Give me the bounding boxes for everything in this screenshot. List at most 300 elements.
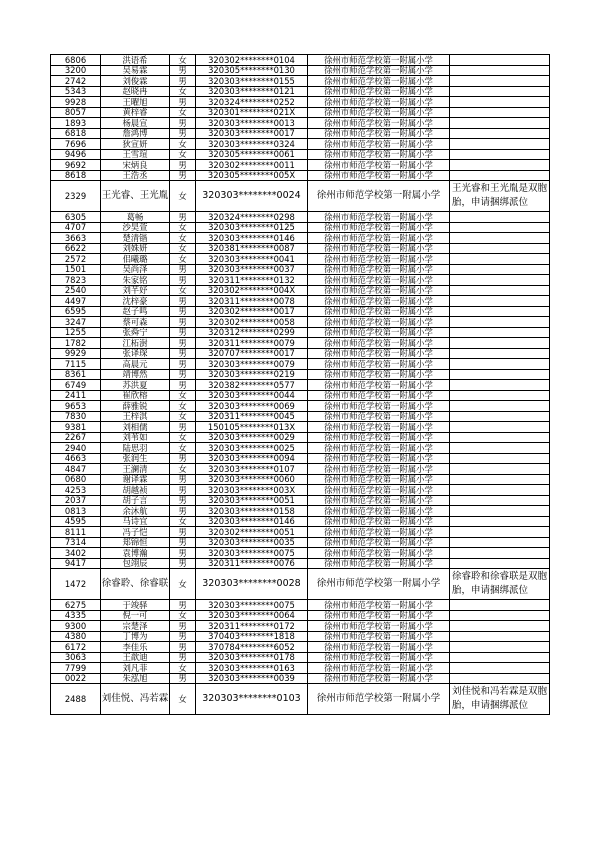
applicant-number-cell: 7823 [51, 275, 101, 286]
student-name-cell: 狄宣妍 [101, 139, 170, 150]
id-number-cell: 320382********0577 [196, 380, 308, 391]
school-name-cell: 徐州市师范学校第一附属小学 [308, 485, 450, 496]
remark-cell [450, 222, 550, 233]
table-row [51, 285, 550, 296]
student-name-cell: 朱家铭 [101, 275, 170, 286]
remark-cell [450, 128, 550, 139]
table-row [51, 338, 550, 349]
student-name-cell: 张润生 [101, 453, 170, 464]
gender-cell: 男 [170, 76, 196, 87]
school-name-cell: 徐州市师范学校第一附属小学 [308, 422, 450, 433]
student-name-cell: 刘姝妍 [101, 243, 170, 254]
gender-cell: 女 [170, 55, 196, 66]
school-name-cell: 徐州市师范学校第一附属小学 [308, 212, 450, 223]
remark-cell [450, 264, 550, 275]
remark-cell [450, 86, 550, 97]
remark-cell [450, 359, 550, 370]
student-name-cell: 王歆迪 [101, 652, 170, 663]
school-name-cell: 徐州市师范学校第一附属小学 [308, 275, 450, 286]
remark-cell [450, 495, 550, 506]
remark-cell [450, 170, 550, 181]
table-row [51, 642, 550, 653]
applicant-number-cell: 9381 [51, 422, 101, 433]
student-name-cell: 王雪瑄 [101, 149, 170, 160]
remark-cell [450, 139, 550, 150]
school-name-cell: 徐州市师范学校第一附属小学 [308, 285, 450, 296]
applicant-number-cell: 9692 [51, 160, 101, 171]
remark-cell [450, 527, 550, 538]
school-name-cell: 徐州市师范学校第一附属小学 [308, 369, 450, 380]
school-name-cell: 徐州市师范学校第一附属小学 [308, 443, 450, 454]
student-name-cell: 刘凡菲 [101, 663, 170, 674]
gender-cell: 女 [170, 443, 196, 454]
applicant-number-cell: 8111 [51, 527, 101, 538]
remark-cell [450, 663, 550, 674]
student-name-cell: 黄梓睿 [101, 107, 170, 118]
school-name-cell: 徐州市师范学校第一附属小学 [308, 684, 450, 715]
student-name-cell: 朱泓旭 [101, 673, 170, 684]
table-row [51, 537, 550, 548]
table-row [51, 506, 550, 517]
gender-cell: 女 [170, 139, 196, 150]
id-number-cell: 320303********0155 [196, 76, 308, 87]
table-row [51, 516, 550, 527]
id-number-cell: 370784********6052 [196, 642, 308, 653]
school-name-cell: 徐州市师范学校第一附属小学 [308, 537, 450, 548]
id-number-cell: 320303********0158 [196, 506, 308, 517]
remark-cell [450, 474, 550, 485]
applicant-number-cell: 9417 [51, 558, 101, 569]
gender-cell: 男 [170, 306, 196, 317]
gender-cell: 男 [170, 65, 196, 76]
school-name-cell: 徐州市师范学校第一附属小学 [308, 359, 450, 370]
table-row [51, 684, 550, 715]
gender-cell: 女 [170, 390, 196, 401]
gender-cell: 男 [170, 264, 196, 275]
student-name-cell: 王梓淇 [101, 411, 170, 422]
id-number-cell: 320303********0103 [196, 684, 308, 715]
applicant-number-cell: 4707 [51, 222, 101, 233]
table-row [51, 369, 550, 380]
table-row [51, 380, 550, 391]
remark-cell [450, 254, 550, 265]
student-name-cell: 佀曦璐 [101, 254, 170, 265]
student-name-cell: 余沐航 [101, 506, 170, 517]
gender-cell: 女 [170, 285, 196, 296]
table-row [51, 411, 550, 422]
gender-cell: 男 [170, 558, 196, 569]
student-name-cell: 蔡可森 [101, 317, 170, 328]
student-name-cell: 王曜旭 [101, 97, 170, 108]
applicant-number-cell: 6275 [51, 600, 101, 611]
id-number-cell: 320311********0132 [196, 275, 308, 286]
id-number-cell: 320302********0104 [196, 55, 308, 66]
gender-cell: 女 [170, 107, 196, 118]
student-name-cell: 刘佳悦、冯若霖 [101, 684, 170, 715]
id-number-cell: 320303********0013 [196, 118, 308, 129]
gender-cell: 男 [170, 128, 196, 139]
school-name-cell: 徐州市师范学校第一附属小学 [308, 516, 450, 527]
id-number-cell: 320303********0024 [196, 181, 308, 212]
remark-cell [450, 558, 550, 569]
table-row [51, 652, 550, 663]
applicant-number-cell: 3200 [51, 65, 101, 76]
id-number-cell: 320303********0017 [196, 128, 308, 139]
school-name-cell: 徐州市师范学校第一附属小学 [308, 254, 450, 265]
gender-cell: 女 [170, 86, 196, 97]
applicant-number-cell: 2572 [51, 254, 101, 265]
applicant-number-cell: 4663 [51, 453, 101, 464]
student-name-cell: 苏洪夏 [101, 380, 170, 391]
gender-cell: 女 [170, 464, 196, 475]
applicant-number-cell: 3402 [51, 548, 101, 559]
table-row [51, 160, 550, 171]
applicant-number-cell: 1472 [51, 569, 101, 600]
id-number-cell: 320302********0011 [196, 160, 308, 171]
student-name-cell: 王光睿、王光胤 [101, 181, 170, 212]
table-row [51, 621, 550, 632]
gender-cell: 女 [170, 243, 196, 254]
student-name-cell: 靖博然 [101, 369, 170, 380]
table-row [51, 65, 550, 76]
student-name-cell: 丁博为 [101, 631, 170, 642]
applicant-number-cell: 2940 [51, 443, 101, 454]
school-name-cell: 徐州市师范学校第一附属小学 [308, 139, 450, 150]
remark-cell [450, 673, 550, 684]
remark-cell [450, 306, 550, 317]
applicant-number-cell: 0813 [51, 506, 101, 517]
id-number-cell: 320303********0219 [196, 369, 308, 380]
student-name-cell: 王澜清 [101, 464, 170, 475]
remark-cell [450, 327, 550, 338]
id-number-cell: 320324********0252 [196, 97, 308, 108]
remark-cell [450, 432, 550, 443]
school-name-cell: 徐州市师范学校第一附属小学 [308, 55, 450, 66]
table-row [51, 76, 550, 87]
applicant-number-cell: 9928 [51, 97, 101, 108]
id-number-cell: 320301********021X [196, 107, 308, 118]
applicant-number-cell: 6806 [51, 55, 101, 66]
gender-cell: 男 [170, 275, 196, 286]
school-name-cell: 徐州市师范学校第一附属小学 [308, 453, 450, 464]
gender-cell: 男 [170, 118, 196, 129]
applicant-number-cell: 4497 [51, 296, 101, 307]
school-name-cell: 徐州市师范学校第一附属小学 [308, 243, 450, 254]
applicant-number-cell: 8361 [51, 369, 101, 380]
student-name-cell: 高晨元 [101, 359, 170, 370]
id-number-cell: 320303********0044 [196, 390, 308, 401]
student-name-cell: 葛畅 [101, 212, 170, 223]
table-row [51, 222, 550, 233]
id-number-cell: 320303********0146 [196, 516, 308, 527]
applicant-number-cell: 7314 [51, 537, 101, 548]
table-row [51, 317, 550, 328]
remark-cell [450, 506, 550, 517]
school-name-cell: 徐州市师范学校第一附属小学 [308, 128, 450, 139]
student-name-cell: 张舜宁 [101, 327, 170, 338]
remark-cell: 刘佳悦和冯若霖是双胞胎，申请捆绑派位 [450, 684, 550, 715]
id-number-cell: 150105********013X [196, 422, 308, 433]
gender-cell: 男 [170, 621, 196, 632]
school-name-cell: 徐州市师范学校第一附属小学 [308, 149, 450, 160]
remark-cell [450, 401, 550, 412]
remark-cell [450, 600, 550, 611]
school-name-cell: 徐州市师范学校第一附属小学 [308, 317, 450, 328]
student-table [50, 54, 550, 715]
gender-cell: 男 [170, 642, 196, 653]
school-name-cell: 徐州市师范学校第一附属小学 [308, 264, 450, 275]
gender-cell: 男 [170, 652, 196, 663]
table-row [51, 97, 550, 108]
remark-cell [450, 548, 550, 559]
id-number-cell: 320311********0045 [196, 411, 308, 422]
applicant-number-cell: 2742 [51, 76, 101, 87]
table-row [51, 128, 550, 139]
school-name-cell: 徐州市师范学校第一附属小学 [308, 506, 450, 517]
gender-cell: 男 [170, 600, 196, 611]
id-number-cell: 320303********0028 [196, 569, 308, 600]
student-name-cell: 陆思羽 [101, 443, 170, 454]
id-number-cell: 320302********0017 [196, 306, 308, 317]
remark-cell [450, 443, 550, 454]
table-row [51, 170, 550, 181]
table-row [51, 401, 550, 412]
table-row [51, 548, 550, 559]
gender-cell: 女 [170, 233, 196, 244]
remark-cell [450, 652, 550, 663]
school-name-cell: 徐州市师范学校第一附属小学 [308, 97, 450, 108]
applicant-number-cell: 0680 [51, 474, 101, 485]
applicant-number-cell: 9496 [51, 149, 101, 160]
student-name-cell: 张译琛 [101, 348, 170, 359]
gender-cell: 男 [170, 422, 196, 433]
school-name-cell: 徐州市师范学校第一附属小学 [308, 160, 450, 171]
school-name-cell: 徐州市师范学校第一附属小学 [308, 663, 450, 674]
student-name-cell: 沙昊萱 [101, 222, 170, 233]
school-name-cell: 徐州市师范学校第一附属小学 [308, 76, 450, 87]
applicant-number-cell: 6172 [51, 642, 101, 653]
applicant-number-cell: 1255 [51, 327, 101, 338]
student-table-body [51, 55, 550, 715]
id-number-cell: 320305********0130 [196, 65, 308, 76]
applicant-number-cell: 1501 [51, 264, 101, 275]
student-name-cell: 刘俊霖 [101, 76, 170, 87]
gender-cell: 男 [170, 548, 196, 559]
student-name-cell: 冯子恺 [101, 527, 170, 538]
table-row [51, 243, 550, 254]
school-name-cell: 徐州市师范学校第一附属小学 [308, 401, 450, 412]
applicant-number-cell: 7799 [51, 663, 101, 674]
table-row [51, 139, 550, 150]
id-number-cell: 320303********0037 [196, 264, 308, 275]
id-number-cell: 320381********0087 [196, 243, 308, 254]
student-name-cell: 詹鸿博 [101, 128, 170, 139]
remark-cell [450, 642, 550, 653]
applicant-number-cell: 7115 [51, 359, 101, 370]
applicant-number-cell: 9653 [51, 401, 101, 412]
applicant-number-cell: 6305 [51, 212, 101, 223]
student-name-cell: 袁博瀚 [101, 548, 170, 559]
gender-cell: 女 [170, 411, 196, 422]
table-row [51, 569, 550, 600]
applicant-number-cell: 8618 [51, 170, 101, 181]
applicant-number-cell: 1782 [51, 338, 101, 349]
id-number-cell: 320303********0079 [196, 359, 308, 370]
applicant-number-cell: 2488 [51, 684, 101, 715]
id-number-cell: 320302********0058 [196, 317, 308, 328]
gender-cell: 女 [170, 684, 196, 715]
remark-cell [450, 212, 550, 223]
remark-cell [450, 338, 550, 349]
id-number-cell: 320303********0324 [196, 139, 308, 150]
gender-cell: 男 [170, 537, 196, 548]
gender-cell: 男 [170, 348, 196, 359]
applicant-number-cell: 8057 [51, 107, 101, 118]
student-name-cell: 刘芊妤 [101, 285, 170, 296]
school-name-cell: 徐州市师范学校第一附属小学 [308, 432, 450, 443]
student-name-cell: 王浩丞 [101, 170, 170, 181]
table-row [51, 558, 550, 569]
table-row [51, 527, 550, 538]
school-name-cell: 徐州市师范学校第一附属小学 [308, 118, 450, 129]
school-name-cell: 徐州市师范学校第一附属小学 [308, 348, 450, 359]
school-name-cell: 徐州市师范学校第一附属小学 [308, 86, 450, 97]
gender-cell: 女 [170, 610, 196, 621]
table-row [51, 474, 550, 485]
gender-cell: 男 [170, 673, 196, 684]
table-row [51, 55, 550, 66]
remark-cell [450, 275, 550, 286]
student-name-cell: 吴易霖 [101, 65, 170, 76]
remark-cell [450, 76, 550, 87]
school-name-cell: 徐州市师范学校第一附属小学 [308, 610, 450, 621]
gender-cell: 女 [170, 663, 196, 674]
applicant-number-cell: 7696 [51, 139, 101, 150]
id-number-cell: 320303********0146 [196, 233, 308, 244]
applicant-number-cell: 6595 [51, 306, 101, 317]
table-row [51, 348, 550, 359]
id-number-cell: 320303********0125 [196, 222, 308, 233]
id-number-cell: 320303********0025 [196, 443, 308, 454]
school-name-cell: 徐州市师范学校第一附属小学 [308, 306, 450, 317]
applicant-number-cell: 7830 [51, 411, 101, 422]
gender-cell: 男 [170, 160, 196, 171]
gender-cell: 男 [170, 212, 196, 223]
table-row [51, 464, 550, 475]
table-row [51, 118, 550, 129]
gender-cell: 男 [170, 506, 196, 517]
student-name-cell: 刘相儒 [101, 422, 170, 433]
gender-cell: 男 [170, 527, 196, 538]
school-name-cell: 徐州市师范学校第一附属小学 [308, 327, 450, 338]
applicant-number-cell: 2411 [51, 390, 101, 401]
student-name-cell: 刘苇如 [101, 432, 170, 443]
table-row [51, 275, 550, 286]
school-name-cell: 徐州市师范学校第一附属小学 [308, 495, 450, 506]
school-name-cell: 徐州市师范学校第一附属小学 [308, 527, 450, 538]
remark-cell [450, 285, 550, 296]
remark-cell [450, 149, 550, 160]
applicant-number-cell: 2037 [51, 495, 101, 506]
applicant-number-cell: 2267 [51, 432, 101, 443]
remark-cell [450, 610, 550, 621]
student-name-cell: 于竣驿 [101, 600, 170, 611]
id-number-cell: 320303********0069 [196, 401, 308, 412]
gender-cell: 男 [170, 170, 196, 181]
id-number-cell: 320303********0041 [196, 254, 308, 265]
school-name-cell: 徐州市师范学校第一附属小学 [308, 673, 450, 684]
table-row [51, 149, 550, 160]
gender-cell: 男 [170, 317, 196, 328]
table-row [51, 359, 550, 370]
remark-cell [450, 317, 550, 328]
student-name-cell: 郑锦恒 [101, 537, 170, 548]
id-number-cell: 320303********0075 [196, 548, 308, 559]
gender-cell: 女 [170, 401, 196, 412]
applicant-number-cell: 4380 [51, 631, 101, 642]
school-name-cell: 徐州市师范学校第一附属小学 [308, 107, 450, 118]
school-name-cell: 徐州市师范学校第一附属小学 [308, 233, 450, 244]
remark-cell [450, 621, 550, 632]
applicant-number-cell: 4335 [51, 610, 101, 621]
table-row [51, 107, 550, 118]
table-row [51, 390, 550, 401]
remark-cell [450, 464, 550, 475]
applicant-number-cell: 9300 [51, 621, 101, 632]
table-row [51, 296, 550, 307]
gender-cell: 女 [170, 254, 196, 265]
student-name-cell: 洪语希 [101, 55, 170, 66]
student-name-cell: 宗楚泽 [101, 621, 170, 632]
remark-cell [450, 65, 550, 76]
school-name-cell: 徐州市师范学校第一附属小学 [308, 569, 450, 600]
student-name-cell: 倪一可 [101, 610, 170, 621]
applicant-number-cell: 6749 [51, 380, 101, 391]
remark-cell [450, 411, 550, 422]
gender-cell: 男 [170, 327, 196, 338]
student-name-cell: 崔欣榕 [101, 390, 170, 401]
student-name-cell: 胡子言 [101, 495, 170, 506]
table-row [51, 306, 550, 317]
id-number-cell: 320305********0061 [196, 149, 308, 160]
table-row [51, 443, 550, 454]
student-name-cell: 胡越祯 [101, 485, 170, 496]
gender-cell: 男 [170, 97, 196, 108]
id-number-cell: 320707********0017 [196, 348, 308, 359]
roster-sheet [50, 54, 550, 715]
student-name-cell: 李佳乐 [101, 642, 170, 653]
school-name-cell: 徐州市师范学校第一附属小学 [308, 548, 450, 559]
id-number-cell: 320311********0078 [196, 296, 308, 307]
student-name-cell: 薛雅锐 [101, 401, 170, 412]
remark-cell [450, 369, 550, 380]
gender-cell: 女 [170, 222, 196, 233]
gender-cell: 男 [170, 296, 196, 307]
student-name-cell: 谢译霖 [101, 474, 170, 485]
gender-cell: 男 [170, 495, 196, 506]
school-name-cell: 徐州市师范学校第一附属小学 [308, 600, 450, 611]
applicant-number-cell: 6622 [51, 243, 101, 254]
school-name-cell: 徐州市师范学校第一附属小学 [308, 631, 450, 642]
gender-cell: 女 [170, 181, 196, 212]
remark-cell [450, 160, 550, 171]
id-number-cell: 320311********0079 [196, 338, 308, 349]
applicant-number-cell: 9929 [51, 348, 101, 359]
gender-cell: 男 [170, 359, 196, 370]
gender-cell: 女 [170, 569, 196, 600]
gender-cell: 女 [170, 516, 196, 527]
remark-cell [450, 537, 550, 548]
